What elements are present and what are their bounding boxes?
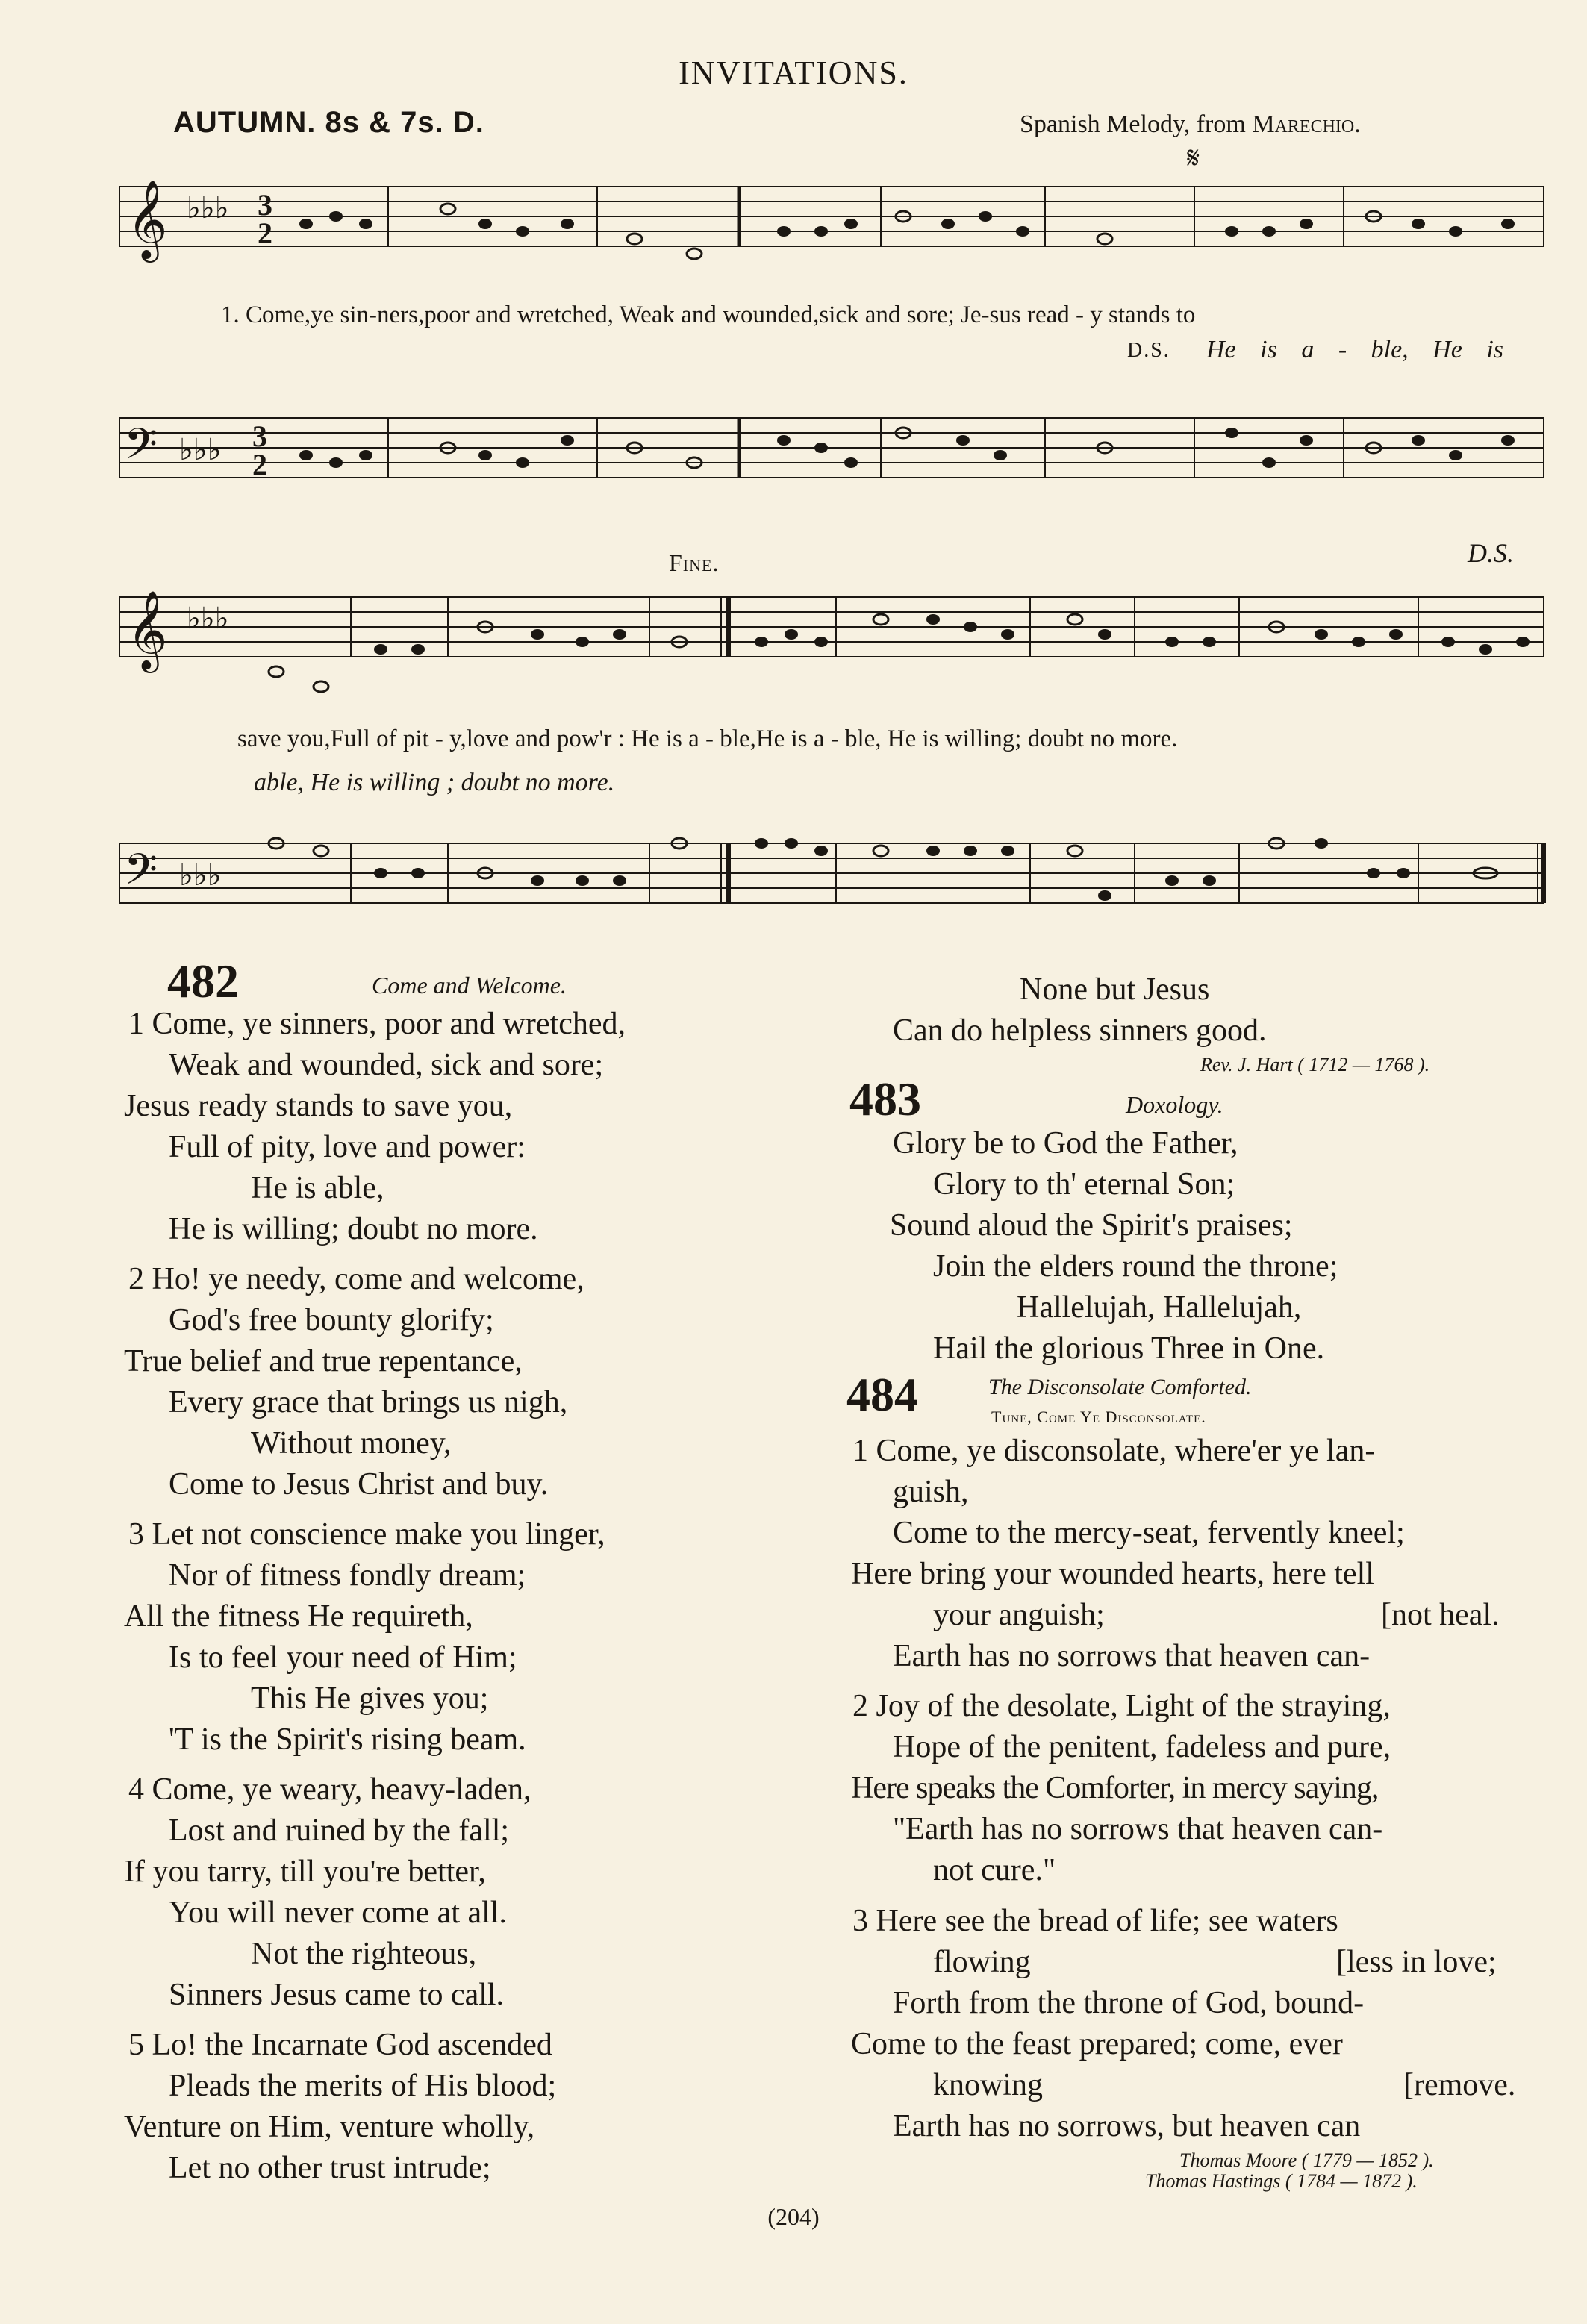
tune-source-prefix: Spanish Melody, from (1020, 110, 1253, 138)
hymn-482-line: You will never come at all. (169, 1896, 507, 1930)
svg-text:𝄢: 𝄢 (124, 844, 158, 905)
hymn-482-line: This He gives you; (251, 1681, 489, 1716)
hymn-484-line: Come to the mercy-seat, fervently kneel; (893, 1516, 1405, 1550)
hymn-484-tune-note: Tune, Come Ye Disconsolate. (991, 1408, 1206, 1426)
hymn-482-line: 3 Let not conscience make you linger, (128, 1517, 605, 1552)
hymn-484-line: 2 Joy of the desolate, Light of the straying, (852, 1689, 1391, 1723)
hymn-482-line: Lost and ruined by the fall; (169, 1814, 510, 1848)
svg-text:𝄞: 𝄞 (127, 179, 168, 259)
hymn-number-482: 482 (167, 955, 239, 1008)
svg-text:3: 3 (252, 419, 267, 453)
hymn-484-line: not cure." (933, 1853, 1056, 1887)
hymn-482-line: True belief and true repentance, (124, 1344, 523, 1378)
hymn-484-line: your anguish; (933, 1598, 1105, 1632)
svg-text:♭♭♭: ♭♭♭ (179, 858, 222, 892)
hymn-484-line: [less in love; (1336, 1945, 1497, 1979)
hymn-482-line: Sinners Jesus came to call. (169, 1978, 505, 2012)
hymn-482-line: Venture on Him, venture wholly, (124, 2110, 535, 2144)
hymn-482-line: Every grace that brings us nigh, (169, 1385, 568, 1419)
hymn-482-line: 2 Ho! ye needy, come and welcome, (128, 1262, 584, 1296)
hymn-484-line: Hope of the penitent, fadeless and pure, (893, 1730, 1391, 1764)
tune-source-composer: Marechio. (1252, 110, 1361, 138)
lyrics-line-2: save you,Full of pit - y,love and pow'r : He is a - ble,He is a - ble, He is willing; doubt no more. (237, 725, 1178, 752)
hymn-484-author-2: Thomas Hastings ( 1784 — 1872 ). (1145, 2170, 1418, 2192)
hymn-483-line: Sound aloud the Spirit's praises; (890, 1208, 1293, 1243)
page-number: (204) (767, 2203, 820, 2230)
hymn-484-line: [remove. (1403, 2068, 1516, 2102)
hymn-482-line: 4 Come, ye weary, heavy-laden, (128, 1772, 531, 1807)
tune-name: AUTUMN. 8s & 7s. D. (173, 106, 484, 139)
svg-text:♭♭♭: ♭♭♭ (187, 602, 229, 635)
ds-end-label: D.S. (1468, 538, 1514, 568)
tune-source (1020, 110, 1361, 139)
hymn-484-line: Here bring your wounded hearts, here tell (851, 1557, 1374, 1591)
hymn-number-484: 484 (846, 1368, 918, 1421)
hymn-482-line: Nor of fitness fondly dream; (169, 1558, 526, 1593)
hymn-484-author-1: Thomas Moore ( 1779 — 1852 ). (1179, 2149, 1434, 2171)
hymn-484-line: [not heal. (1381, 1598, 1500, 1632)
hymn-484-line: 1 Come, ye disconsolate, where'er ye lan- (852, 1434, 1376, 1468)
hymn-484-line: Forth from the throne of God, bound- (893, 1986, 1365, 2020)
hymn-483-line: Glory to th' eternal Son; (933, 1167, 1235, 1202)
hymn-482-line: He is able, (251, 1171, 384, 1205)
hymn-482-line: Full of pity, love and power: (169, 1130, 526, 1164)
hymn-484-line: Earth has no sorrows that heaven can- (893, 1639, 1371, 1673)
hymn-title-483: Doxology. (1126, 1091, 1223, 1118)
hymn-484-line: 3 Here see the bread of life; see waters (852, 1904, 1338, 1938)
hymn-number-483: 483 (849, 1072, 921, 1125)
svg-text:2: 2 (258, 216, 272, 250)
segno-mark: 𝄋 (1187, 141, 1200, 175)
svg-text:♭♭♭: ♭♭♭ (187, 191, 229, 225)
hymn-483-line: Hail the glorious Three in One. (933, 1331, 1325, 1366)
hymn-482-line: 'T is the Spirit's rising beam. (169, 1722, 526, 1757)
hymn-482-line: Let no other trust intrude; (169, 2151, 491, 2185)
hymn-483-line: Join the elders round the throne; (933, 1249, 1338, 1284)
hymn-484-line: flowing (933, 1945, 1031, 1979)
lyrics-line-2-italic: able, He is willing ; doubt no more. (254, 769, 615, 796)
hymn-482-line: Can do helpless sinners good. (893, 1013, 1267, 1048)
svg-text:♭♭♭: ♭♭♭ (179, 433, 222, 466)
hymn-482-line: 1 Come, ye sinners, poor and wretched, (128, 1007, 626, 1041)
hymn-483-line: Glory be to God the Father, (893, 1126, 1238, 1161)
bass-staff-1 (0, 396, 1587, 522)
hymn-482-line: Jesus ready stands to save you, (124, 1089, 513, 1123)
hymn-484-line: "Earth has no sorrows that heaven can- (893, 1812, 1383, 1846)
bass-staff-2 (0, 799, 1587, 948)
hymn-482-line: Pleads the merits of His blood; (169, 2069, 557, 2103)
hymn-482-line: Come to Jesus Christ and buy. (169, 1467, 549, 1502)
hymn-482-line: Weak and wounded, sick and sore; (169, 1048, 604, 1082)
svg-text:𝄢: 𝄢 (124, 419, 158, 480)
svg-text:3: 3 (258, 188, 272, 222)
fine-label: Fine. (669, 549, 720, 576)
ds-label: D.S. (1127, 339, 1170, 362)
hymn-title-482: Come and Welcome. (372, 972, 567, 999)
hymn-484-line: knowing (933, 2068, 1043, 2102)
hymn-482-line: Not the righteous, (251, 1937, 477, 1971)
hymn-484-line: Come to the feast prepared; come, ever (851, 2027, 1343, 2061)
hymn-title-484: The Disconsolate Comforted. (988, 1375, 1252, 1399)
treble-staff-2 (0, 575, 1587, 716)
hymn-482-line: Is to feel your need of Him; (169, 1640, 517, 1675)
hymn-484-line: Here speaks the Comforter, in mercy saying, (851, 1771, 1379, 1805)
svg-text:2: 2 (252, 448, 267, 481)
section-title: INVITATIONS. (679, 54, 908, 91)
svg-text:𝄞: 𝄞 (127, 590, 168, 669)
hymn-482-line: God's free bounty glorify; (169, 1303, 494, 1337)
hymn-482-line: If you tarry, till you're better, (124, 1855, 486, 1889)
hymn-482-line: He is willing; doubt no more. (169, 1212, 538, 1246)
lyrics-line-1: 1. Come,ye sin-ners,poor and wretched, Weak and wounded,sick and sore; Je-sus read - y stands to (221, 302, 1196, 328)
hymn-482-line: Without money, (251, 1426, 452, 1461)
treble-staff-1 (0, 172, 1587, 291)
hymn-483-line: Hallelujah, Hallelujah, (1017, 1290, 1302, 1325)
hymn-482-author: Rev. J. Hart ( 1712 — 1768 ). (1200, 1054, 1430, 1075)
hymn-482-line: 5 Lo! the Incarnate God ascended (128, 2028, 552, 2062)
ds-lyrics: He is a - ble, He is (1206, 336, 1504, 363)
hymn-484-line: guish, (893, 1475, 969, 1509)
hymn-482-line: None but Jesus (1020, 972, 1210, 1007)
hymn-482-line: All the fitness He requireth, (124, 1599, 473, 1634)
hymn-484-line: Earth has no sorrows, but heaven can (893, 2109, 1361, 2143)
